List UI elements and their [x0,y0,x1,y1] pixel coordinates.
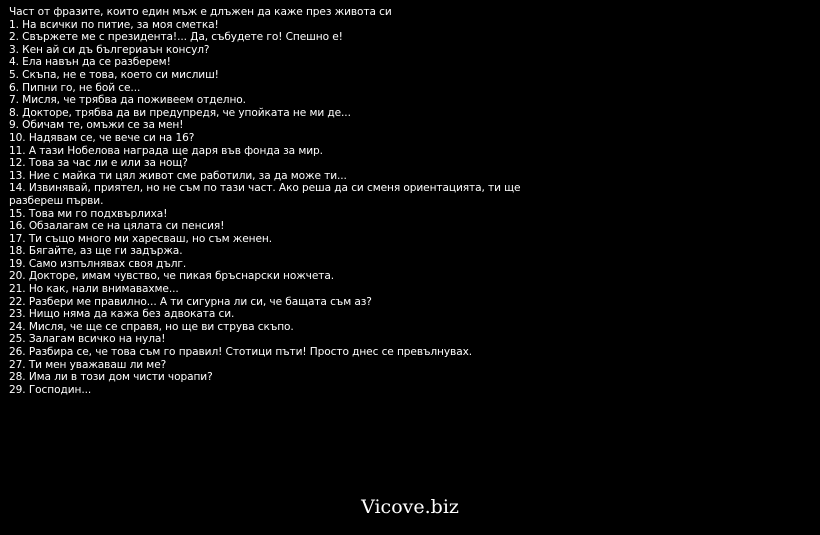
document-title: Част от фразите, които един мъж е длъжен да каже през живота си [9,6,392,18]
list-item: 21. Но как, нали внимавахме... [9,283,179,296]
list-item: 7. Мисля, че трябва да поживеем отделно. [9,94,246,107]
list-item: 18. Бягайте, аз ще ги задържа. [9,245,183,258]
list-item: 20. Докторе, имам чувство, че пикая бръснарски ножчета. [9,270,334,283]
list-item: 16. Обзалагам се на цялата си пенсия! [9,220,225,233]
list-item: 11. А тази Нобелова награда ще даря във фонда за мир. [9,144,323,157]
list-item: 28. Има ли в този дом чисти чорапи? [9,371,213,384]
list-item: 24. Мисля, че ще се справя, но ще ви струва скъпо. [9,320,294,333]
list-item: 2. Свържете ме с президента!... Да, събудете го! Спешно е! [9,31,343,44]
list-item: 27. Ти мен уважаваш ли ме? [9,358,167,371]
list-item: 6. Пипни го, не бой се... [9,81,141,94]
list-item: 19. Само изпълнявах своя дълг. [9,257,187,270]
list-item: 25. Залагам всичко на нула! [9,333,166,346]
list-item: 15. Това ми го подхвърлиха! [9,207,168,220]
list-item: 3. Кен ай си дъ бългериаън консул? [9,43,210,56]
list-item: 10. Надявам се, че вече си на 16? [9,131,195,144]
list-item: 8. Докторе, трябва да ви предупредя, че упойката не ми де... [9,106,351,119]
list-item: 9. Обичам те, омъжи се за мен! [9,119,184,132]
list-item: 22. Разбери ме правилно... А ти сигурна ли си, че бащата съм аз? [9,295,372,308]
list-item: 5. Скъпа, не е това, което си мислиш! [9,68,219,81]
list-item: 4. Ела навън да се разберем! [9,56,171,69]
list-item: 26. Разбира се, че това съм го правил! Стотици пъти! Просто днес се превълнувах. [9,346,473,359]
list-item: 23. Нищо няма да кажа без адвоката си. [9,308,235,321]
list-item: 14. Извинявай, приятел, но не съм по тази част. Ако реша да си сменя ориентацията, ти ще разбереш първи. [9,182,521,207]
list-item: 17. Ти също много ми харесваш, но съм женен. [9,232,272,245]
list-item: 1. На всички по питие, за моя сметка! [9,18,219,31]
list-item: 12. Това за час ли е или за нощ? [9,157,188,170]
list-item: 13. Ние с майка ти цял живот сме работили, за да може ти... [9,169,347,182]
site-watermark: Vicove.biz [361,496,459,518]
list-item: 29. Господин... [9,383,92,396]
phrase-list-document [9,6,549,396]
